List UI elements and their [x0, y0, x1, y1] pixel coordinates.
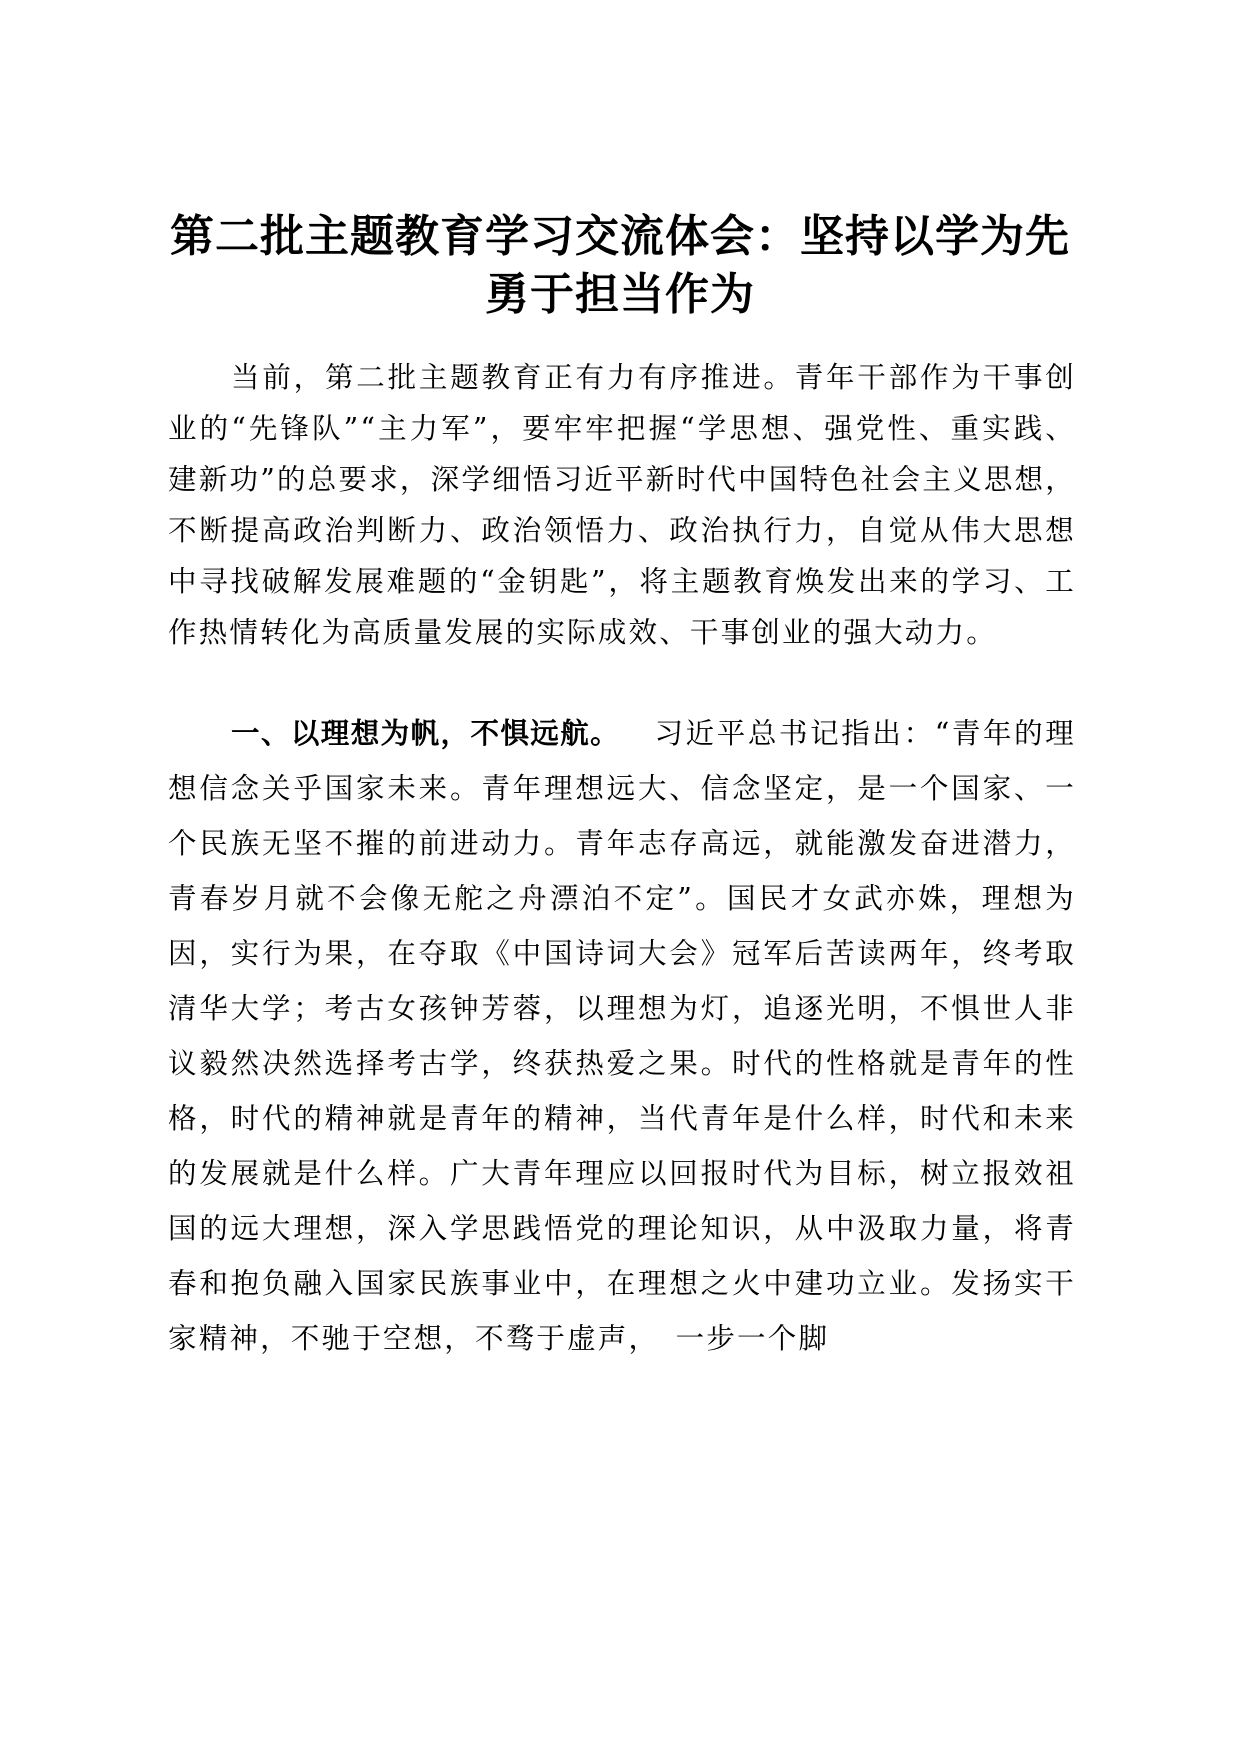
title-line-2: 勇于担当作为	[485, 269, 755, 320]
document-title	[120, 208, 1120, 324]
section-1-heading: 一、以理想为帆，不惧远航。	[231, 717, 621, 750]
intro-paragraph: 当前，第二批主题教育正有力有序推进。青年干部作为干事创业的“先锋队”“主力军”，要牢牢把握“学思想、强党性、重实践、建新功”的总要求，深学细悟习近平新时代中国特色社会主义思想，不断提高政治判断力、政治领悟力、政治执行力，自觉从伟大思想中寻找破解发展难题的“金钥匙”，将主题教育焕发出来的学习、工作热情转化为高质量发展的实际成效、干事创业的强大动力。	[168, 361, 1076, 649]
title-line-1: 第二批主题教育学习交流体会：坚持以学为先	[170, 211, 1070, 262]
section-1-paragraph	[168, 706, 1076, 1366]
section-1-body: 习近平总书记指出：“青年的理想信念关乎国家未来。青年理想远大、信念坚定，是一个国家、一个民族无坚不摧的前进动力。青年志存高远，就能激发奋进潜力，青春岁月就不会像无舵之舟漂泊不定”。国民才女武亦姝，理想为因，实行为果，在夺取《中国诗词大会》冠军后苦读两年，终考取清华大学；考古女孩钟芳蓉，以理想为灯，追逐光明，不惧世人非议毅然决然选择考古学，终获热爱之果。时代的性格就是青年的性格，时代的精神就是青年的精神，当代青年是什么样，时代和未来的发展就是什么样。广大青年理应以回报时代为目标，树立报效祖国的远大理想，深入学思践悟党的理论知识，从中汲取力量，将青春和抱负融入国家民族事业中，在理想之火中建功立业。发扬实干家精神，不驰于空想，不骛于虚声， 一步一个脚	[168, 717, 1076, 1355]
